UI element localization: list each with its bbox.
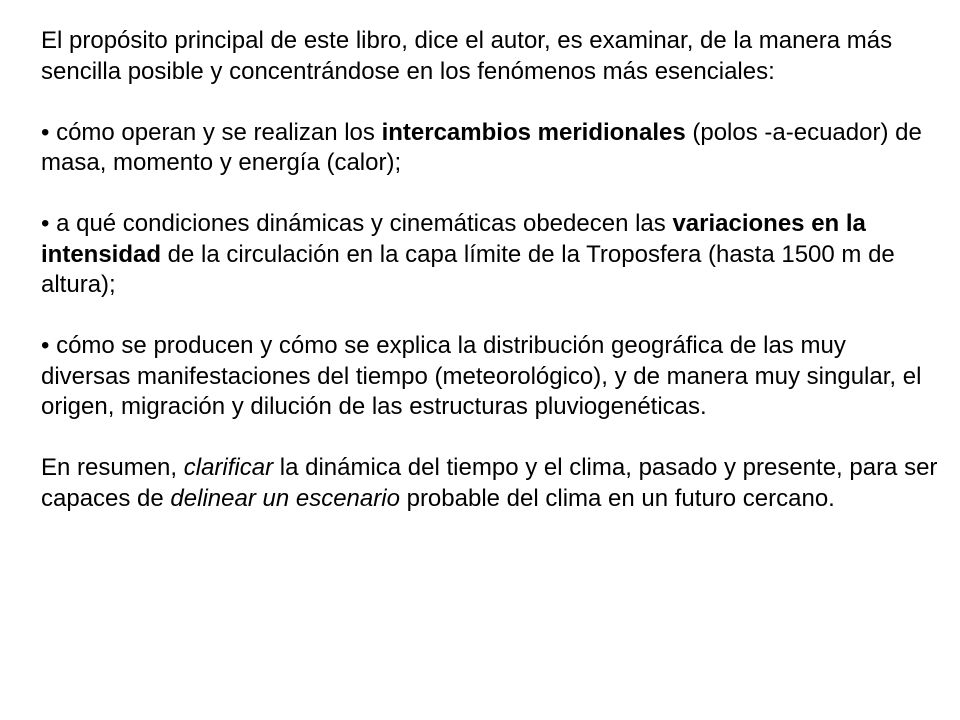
bullet-marker: • <box>41 118 50 146</box>
summary-paragraph <box>41 453 941 514</box>
summary-italic-text-1: clarificar <box>183 454 274 481</box>
bullet-marker: • <box>41 332 50 359</box>
bullet-marker: • <box>41 210 50 237</box>
summary-mid-text: la dinámica del tiempo y el clima, pasado y presente, para ser capaces de <box>41 454 938 512</box>
summary-lead-text: En resumen, <box>41 454 184 481</box>
bullet-bold-text: intercambios meridionales <box>381 118 686 146</box>
bullet-item-3 <box>41 331 941 423</box>
bullet-tail-text: de la circulación en la capa límite de la Troposfera (hasta 1500 m de altura); <box>41 240 895 298</box>
document-body <box>41 26 941 514</box>
bullet-tail-text: (polos -a-ecuador) de masa, momento y energía (calor); <box>41 118 922 176</box>
intro-paragraph <box>41 26 941 87</box>
intro-text: El propósito principal de este libro, dice el autor, es examinar, de la manera más sencilla posible y concentrándose en los fenómenos más esenciales: <box>41 27 893 85</box>
bullet-item-1 <box>41 118 941 179</box>
bullet-text: cómo se producen y cómo se explica la distribución geográfica de las muy diversas manifestaciones del tiempo (meteorológico), y de manera muy singular, el origen, migración y dilución de las estructuras pluviogenéticas. <box>41 332 922 420</box>
bullet-lead-text: cómo operan y se realizan los <box>49 118 382 146</box>
bullet-lead-text: a qué condiciones dinámicas y cinemáticas obedecen las <box>49 210 673 237</box>
summary-italic-text-2: delinear un escenario <box>170 484 400 512</box>
summary-tail-text: probable del clima en un futuro cercano. <box>399 484 835 512</box>
bullet-bold-text: variaciones en la intensidad <box>41 210 866 268</box>
bullet-item-2 <box>41 209 941 301</box>
